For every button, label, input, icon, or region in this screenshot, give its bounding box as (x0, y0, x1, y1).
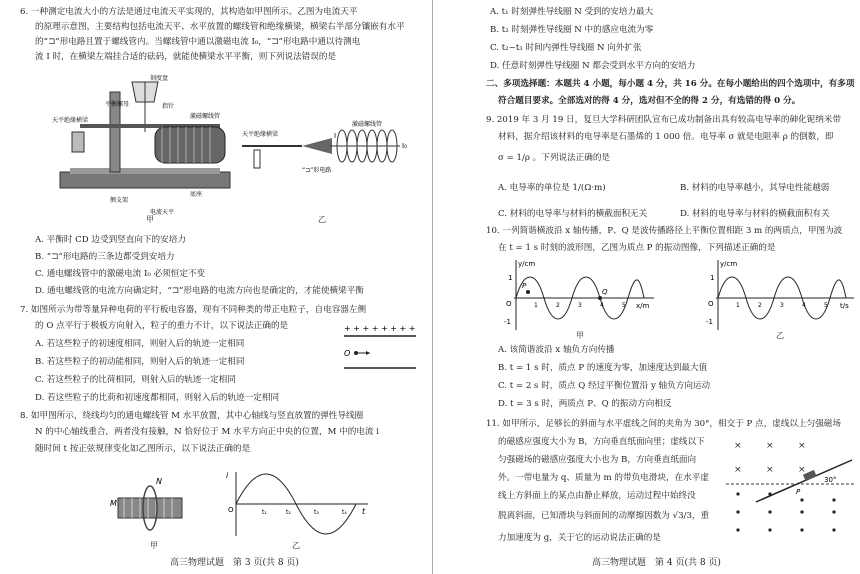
q11-line-5: 线上方斜面上的某点由静止释放，运动过程中始终没 (498, 491, 696, 501)
tick-t2: t₂ (286, 509, 291, 516)
q10-line-2: 在 t = 1 s 时刻的波形图，乙图为质点 P 的振动图像，下列描述正确的是 (498, 243, 776, 253)
label-m: M (110, 499, 117, 508)
solenoid-coil-figure (110, 476, 190, 538)
axis-i: i (226, 471, 229, 480)
svg-text:×: × (734, 441, 742, 451)
q8-line-1: 8. 如甲图所示，绕线均匀的通电螺线管 M 水平放置，其中心轴线与竖直放置的弹性导线圈 (20, 411, 364, 421)
q7-option-d: D. 若这些粒子的比荷和初速度都相同，则射入后的轨迹一定相同 (35, 393, 280, 403)
q11-line-3: 匀强磁场的磁感应强度大小也为 B，方向垂直纸面向 (498, 455, 697, 465)
q9-line-1: 9. 2019 年 3 月 19 日，复旦大学科研团队宣布已成功制备出具有较高电导率的砷化铌纳米带 (486, 115, 842, 125)
svg-text:×: × (766, 465, 774, 475)
magnetic-field-incline-figure (726, 432, 856, 536)
page-divider (432, 0, 433, 574)
label-current-balance: 电流天平 (150, 209, 175, 216)
axis-t: t (362, 507, 366, 516)
q10-caption-jia: 甲 (576, 331, 584, 340)
q11-line-6: 脱离斜面，已知滑块与斜面间的动摩擦因数为 √3/3，重 (498, 511, 710, 521)
q11-line-2: 的磁感应强度大小为 B，方向垂直纸面向里；虚线以下 (498, 437, 705, 447)
q8-line-2: N 的中心轴线重合，两者没有接触，N 恰好位于 M 水平方向正中央的位置，M 中的电流 i (35, 427, 379, 437)
q11-line-7: 力加速度为 g，关于它的运动说法正确的是 (498, 533, 661, 543)
q10-option-c: C. t = 2 s 时，质点 Q 经过平衡位置沿 y 轴负方向运动 (498, 381, 711, 391)
label-I: I (334, 132, 337, 140)
vibration-graph-yi (706, 258, 856, 332)
q10-option-b: B. t = 1 s 时，质点 P 的速度为零，加速度达到最大值 (498, 363, 708, 373)
jia-xtick-2: 2 (556, 302, 560, 309)
q9-option-d: D. 材料的电导率与材料的横截面积有关 (680, 209, 830, 219)
q8-caption-jia: 甲 (150, 541, 158, 550)
q10-line-1: 10. 一列简谐横波沿 x 轴传播，P、Q 是波传播路径上平衡位置相距 3 m 的两质点，甲图为波 (486, 226, 843, 236)
page-3-footer: 高三物理试题 第 3 页(共 8 页) (170, 557, 299, 568)
yi-xtick-2: 2 (758, 302, 762, 309)
q6-line-1: 6. 一种测定电流大小的方法是通过电流天平实现的，其构造如甲图所示。乙图为电流天平 (20, 7, 358, 17)
jia-ylabel: y/cm (518, 260, 536, 268)
label-n: N (156, 477, 162, 486)
yi-origin: O (708, 300, 714, 308)
jia-origin: O (506, 300, 512, 308)
q6-line-2: 的原理示意图，主要结构包括电流天平、水平放置的螺线管和绝缘横梁，横梁右半部分镶嵌有水平 (35, 22, 405, 32)
axis-origin: O (228, 506, 234, 514)
label-pointer: 指针 (162, 103, 175, 110)
q9-option-b: B. 材料的电导率越小，其导电性能越弱 (680, 183, 830, 193)
jia-xtick-5: 5 (622, 302, 626, 309)
q10-option-d: D. t = 3 s 时，两质点 P、Q 的振动方向相反 (498, 399, 672, 409)
q6-line-4: 流 I 时，在横梁左端挂合适的砝码，就能使横梁水平平衡，则下列说法错误的是 (35, 52, 337, 62)
q6-option-a: A. 平衡时 CD 边受到竖直向下的安培力 (35, 235, 186, 245)
label-beam-yi: 天平绝缘横梁 (242, 131, 279, 138)
q8-caption-yi: 乙 (292, 541, 300, 550)
point-p-incline: P (796, 488, 801, 496)
section-2-instructions: 符合题目要求。全部选对的得 4 分，选对但不全的得 2 分，有选错的得 0 分。 (498, 96, 801, 106)
section-2-heading: 二、多项选择题：本题共 4 小题，每小题 4 分，共 16 分。在每小题给出的四个选项中，有多项 (486, 79, 855, 89)
q6-line-3: 的“⊐”形电路且置于螺线管内。当螺线管中通以激磁电流 I₀，“⊐”形电路中通以待测电 (35, 37, 361, 47)
q11-line-4: 外。一带电量为 q、质量为 m 的带负电滑块，在水平虚 (498, 473, 709, 483)
label-solenoid-yi: 激磁螺线管 (352, 121, 383, 128)
label-base: 底座 (190, 191, 203, 198)
jia-xtick-1: 1 (534, 302, 538, 309)
q7-option-c: C. 若这些粒子的比荷相同，则射入后的轨迹一定相同 (35, 375, 236, 385)
yi-xtick-5: 5 (824, 302, 828, 309)
q7-line-2: 的 O 点平行于极板方向射入，粒子的重力不计，以下说法正确的是 (35, 321, 289, 331)
point-p: P (522, 282, 527, 290)
yi-ytick-1: 1 (710, 274, 715, 282)
label-beam: 天平绝缘横梁 (52, 117, 89, 124)
wave-graph-jia (504, 258, 658, 332)
principle-diagram (242, 118, 422, 198)
label-I0: I₀ (402, 142, 407, 150)
page-4-footer: 高三物理试题 第 4 页(共 8 页) (592, 557, 721, 568)
q6-option-d: D. 通电螺线管的电流方向确定时，“⊐”形电路的电流方向也是确定的，才能使横梁平衡 (35, 286, 364, 296)
q9-option-a: A. 电导率的单位是 1/(Ω·m) (498, 183, 606, 193)
capacitor-figure (340, 322, 420, 374)
point-q: Q (602, 288, 608, 296)
q6-option-c: C. 通电螺线管中的激磁电流 I₀ 必须恒定不变 (35, 269, 206, 279)
label-circuit: “⊐”形电路 (302, 167, 332, 174)
jia-xtick-3: 3 (578, 302, 582, 309)
q8-option-b: B. t₂ 时刻弹性导线圈 N 中的感应电流为零 (490, 25, 654, 35)
yi-xtick-4: 4 (802, 302, 806, 309)
q9-line-3: σ = 1/ρ 。下列说法正确的是 (498, 153, 611, 163)
q8-option-c: C. t₂~t₃ 时间内弹性导线圈 N 向外扩张 (490, 43, 642, 53)
label-solenoid: 激磁螺线管 (190, 113, 221, 120)
label-balance-nut: 平衡螺母 (105, 101, 130, 108)
jia-ytick-1: 1 (508, 274, 513, 282)
current-sine-graph (222, 468, 372, 540)
q8-line-3: 随时间 t 按正弦规律变化如乙图所示，以下说法正确的是 (35, 444, 251, 454)
yi-ytick-neg1: -1 (706, 318, 713, 326)
svg-text:×: × (798, 441, 806, 451)
page-4 (436, 0, 860, 574)
jia-xtick-4: 4 (600, 302, 604, 309)
svg-text:×: × (766, 441, 774, 451)
current-balance-figure (50, 72, 240, 220)
yi-xtick-3: 3 (780, 302, 784, 309)
svg-text:×: × (798, 465, 806, 475)
q9-option-c: C. 材料的电导率与材料的横截面积无关 (498, 209, 648, 219)
point-o-label: O (344, 349, 351, 358)
q10-caption-yi: 乙 (776, 331, 784, 340)
tick-t4: t₄ (342, 509, 347, 516)
q7-line-1: 7. 如图所示为带等量异种电荷的平行板电容器，现有不同种类的带正电粒子，自电容器左侧 (20, 305, 367, 315)
q11-line-1: 11. 如甲所示，足够长的斜面与水平虚线之间的夹角为 30°，相交于 P 点，虚线以上匀强磁场 (486, 419, 841, 429)
q8-option-d: D. 任意时刻弹性导线圈 N 都会受到水平方向的安培力 (490, 61, 696, 71)
yi-xlabel: t/s (840, 302, 849, 310)
q6-caption-yi: 乙 (318, 215, 326, 224)
label-side-support: 侧支架 (110, 197, 129, 204)
q6-option-b: B. “⊐”形电路的三条边都受到安培力 (35, 252, 175, 262)
q9-line-2: 材料，据介绍该材料的电导率是石墨烯的 1 000 倍。电导率 σ 就是电阻率 ρ 的倒数，即 (498, 132, 834, 142)
yi-xtick-1: 1 (736, 302, 740, 309)
yi-ylabel: y/cm (720, 260, 738, 268)
angle-label: 30° (824, 476, 837, 484)
label-scale: 刻度盘 (150, 75, 169, 82)
q6-caption-jia: 甲 (146, 215, 154, 224)
q7-option-a: A. 若这些粒子的初速度相同，则射入后的轨迹一定相同 (35, 339, 245, 349)
q8-option-a: A. t₁ 时刻弹性导线圈 N 受到的安培力最大 (490, 7, 654, 17)
tick-t3: t₃ (314, 509, 319, 516)
q10-option-a: A. 该简谐波沿 x 轴负方向传播 (498, 345, 615, 355)
plus-plate-label: + + + + + + + + (344, 324, 416, 333)
jia-ytick-neg1: -1 (504, 318, 511, 326)
svg-text:×: × (734, 465, 742, 475)
q7-option-b: B. 若这些粒子的初动能相同，则射入后的轨迹一定相同 (35, 357, 245, 367)
tick-t1: t₁ (262, 509, 267, 516)
jia-xlabel: x/m (636, 302, 650, 310)
